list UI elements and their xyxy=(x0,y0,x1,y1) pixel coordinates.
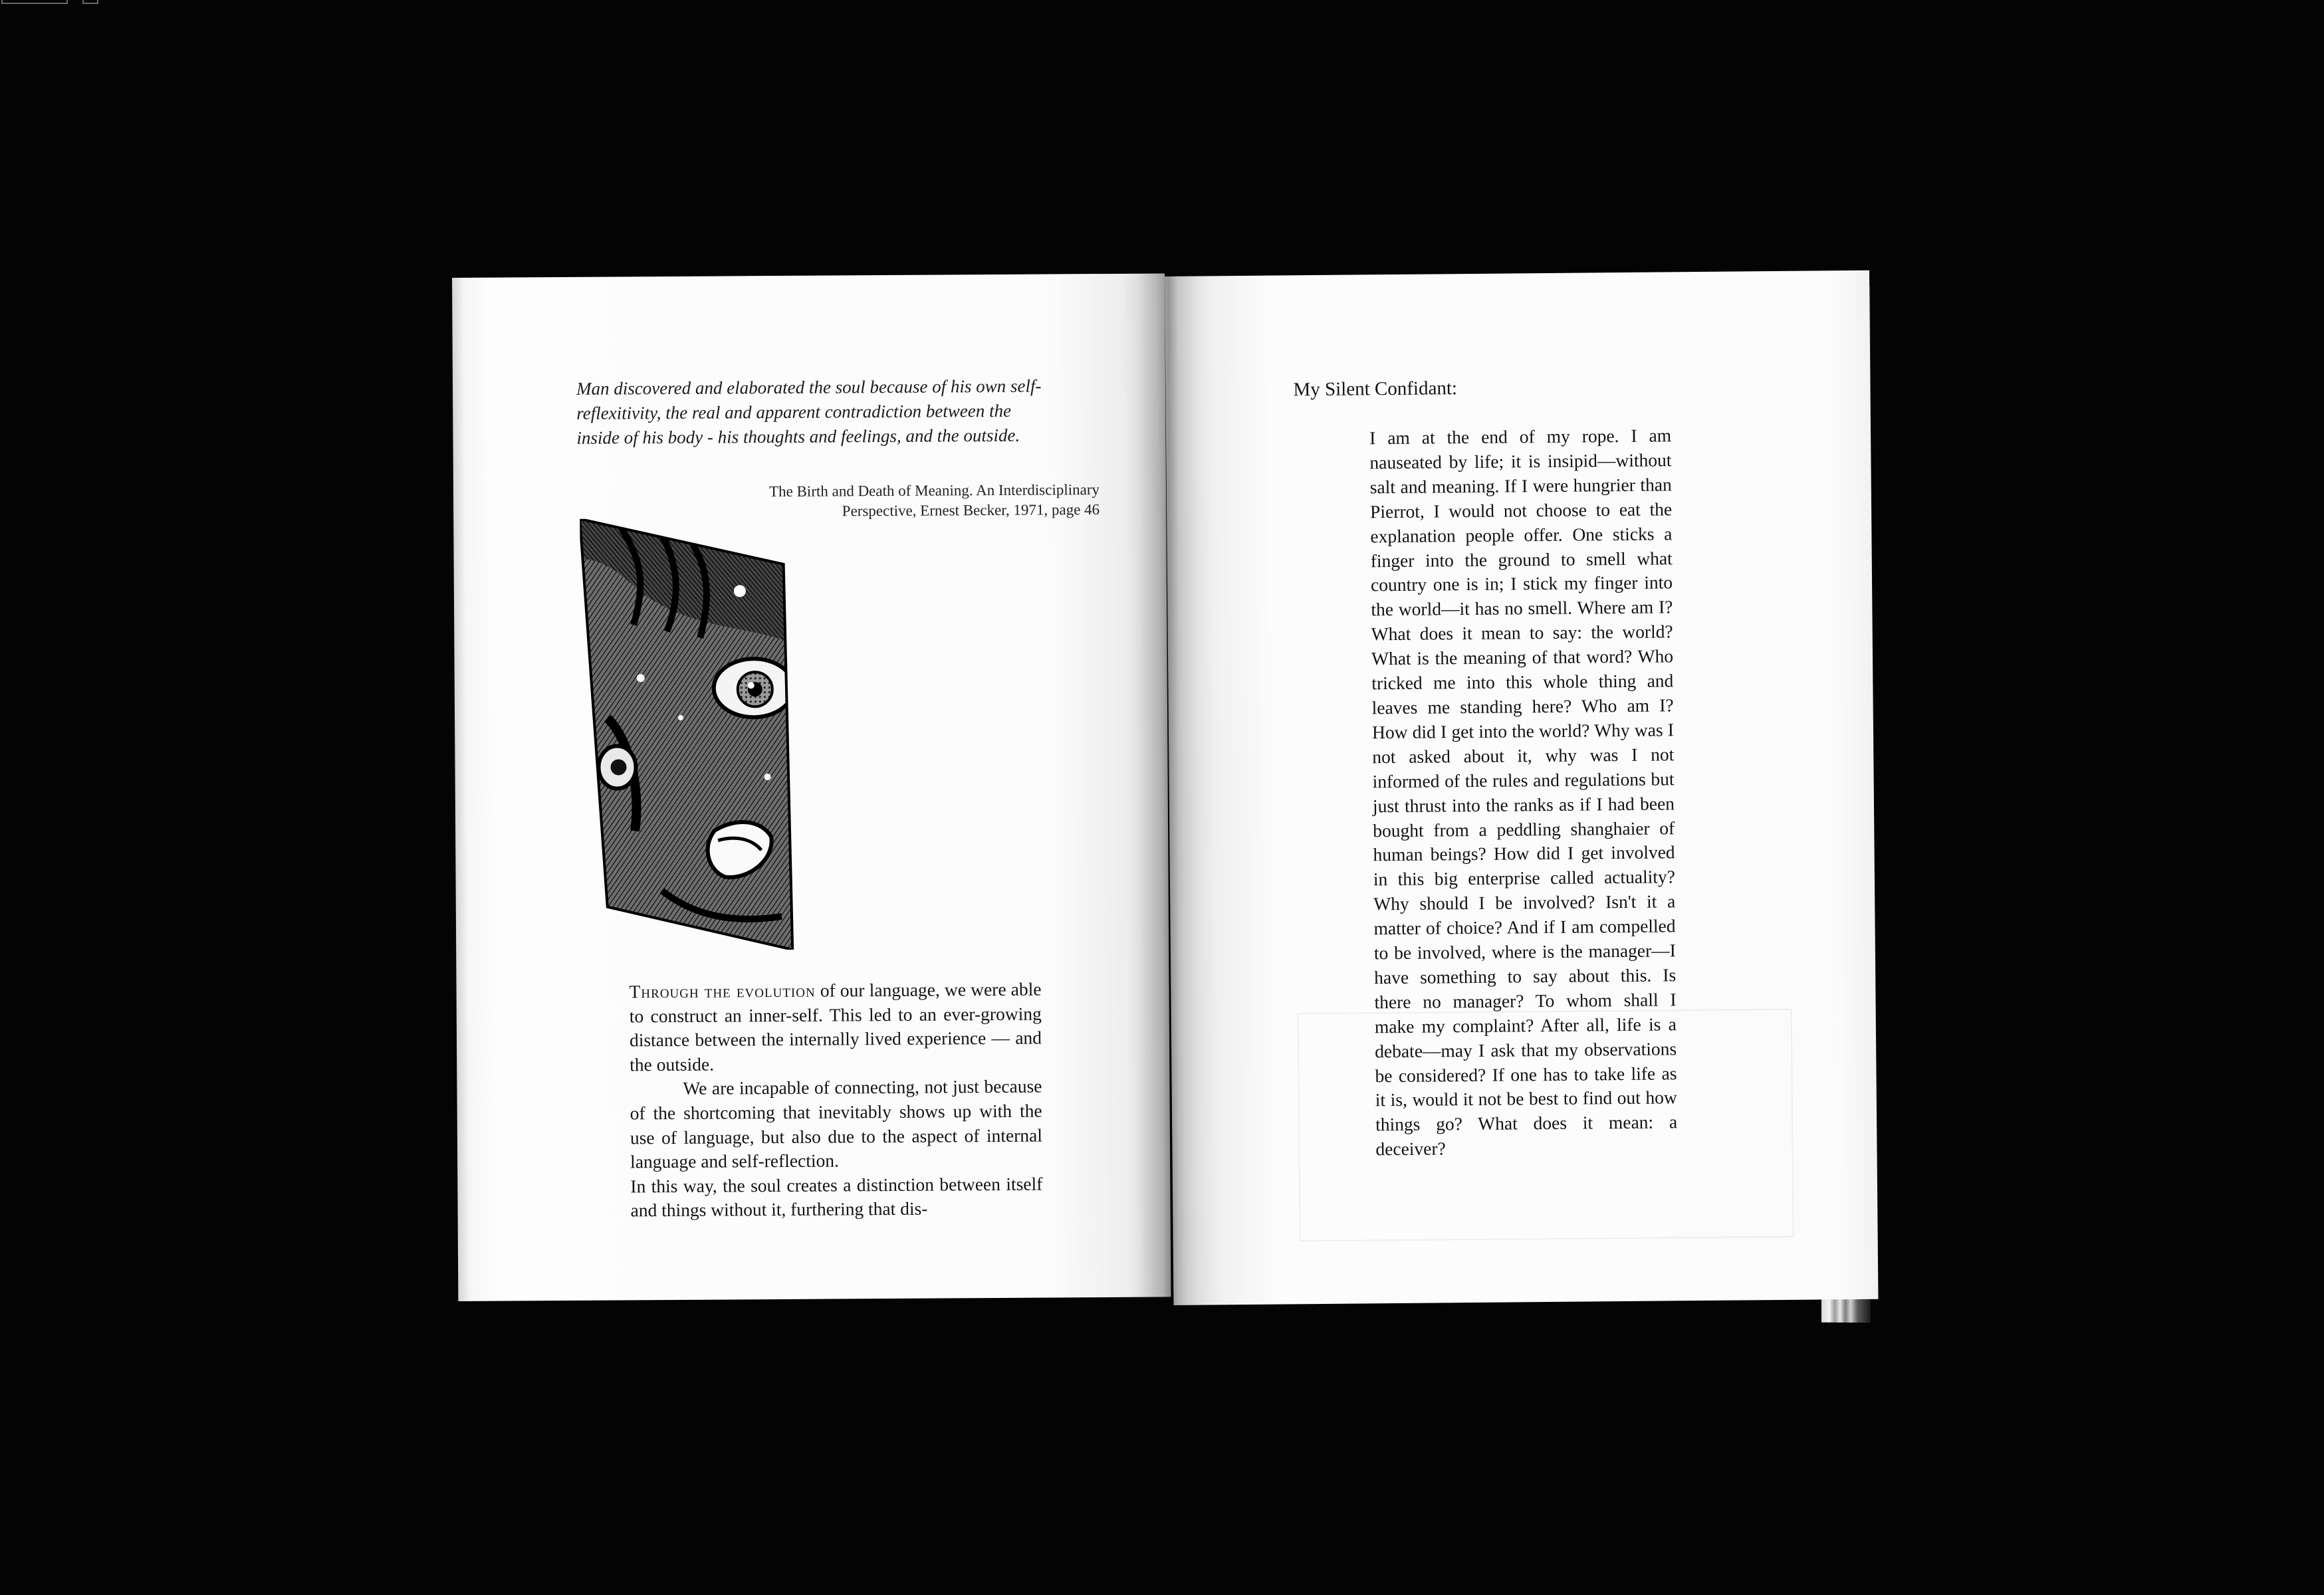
citation-line-1: The Birth and Death of Meaning. An Interdisciplinary xyxy=(768,481,1100,500)
epigraph-quote: Man discovered and elaborated the soul because of his own self-reflexitivity, the real and apparent contradiction between the inside of his body - his thoughts and feelings, and the outside. xyxy=(576,375,1042,448)
paragraph-1-lead: Through the evolution xyxy=(629,980,816,1002)
letter-heading: My Silent Confidant: xyxy=(1293,377,1458,401)
manga-face-illustration xyxy=(580,518,795,951)
epigraph-citation xyxy=(653,480,1100,522)
paragraph-1 xyxy=(629,978,1042,1077)
right-page xyxy=(1165,270,1878,1305)
paragraph-1-rest: of our language, we were able to construct an inner-self. This led to an ever-growing distance between the internally lived experience — and the outside. xyxy=(629,978,1042,1075)
citation-line-2: Perspective, Ernest Becker, 1971, page 46 xyxy=(842,501,1100,520)
paragraph-3: In this way, the soul creates a distinction between itself and things without it, furthering that dis- xyxy=(630,1173,1043,1221)
paragraph-2: We are incapable of connecting, not just because of the shortcoming that inevitably shows up with the use of language, but also due to the aspect of internal language and self-reflection. xyxy=(630,1075,1042,1172)
left-page xyxy=(452,273,1171,1301)
letter-paragraph: I am at the end of my rope. I am nauseated by life; it is insipid—without salt and meaning. If I were hungrier than Pierrot, I would not choose to eat the explanation people offer. One sticks a finger into the ground to smell what country one is in; I stick my finger into the world—it has no smell. Where am I? What does it mean to say: the world? What is the meaning of that word? Who tricked me into this whole thing and leaves me standing here? Who am I? How did I get into the world? Why was I not asked about it, why was I not informed of the rules and regulations but just thrust into the ranks as if I had been bought from a peddling shanghaier of human beings? How did I get involved in this big enterprise called actuality? Why should I be involved? Isn't it a matter of choice? And if I am compelled to be involved, where is the manager—I have something to say about this. Is there no manager? To whom shall I make my complaint? After all, life is a debate—may I ask that my observations be considered? If one has to take life as it is, would it not be best to find out how things go? What does it mean: a deceiver? xyxy=(1369,425,1678,1160)
left-body-text xyxy=(629,978,1042,1223)
letter-body-text xyxy=(1369,423,1678,1162)
